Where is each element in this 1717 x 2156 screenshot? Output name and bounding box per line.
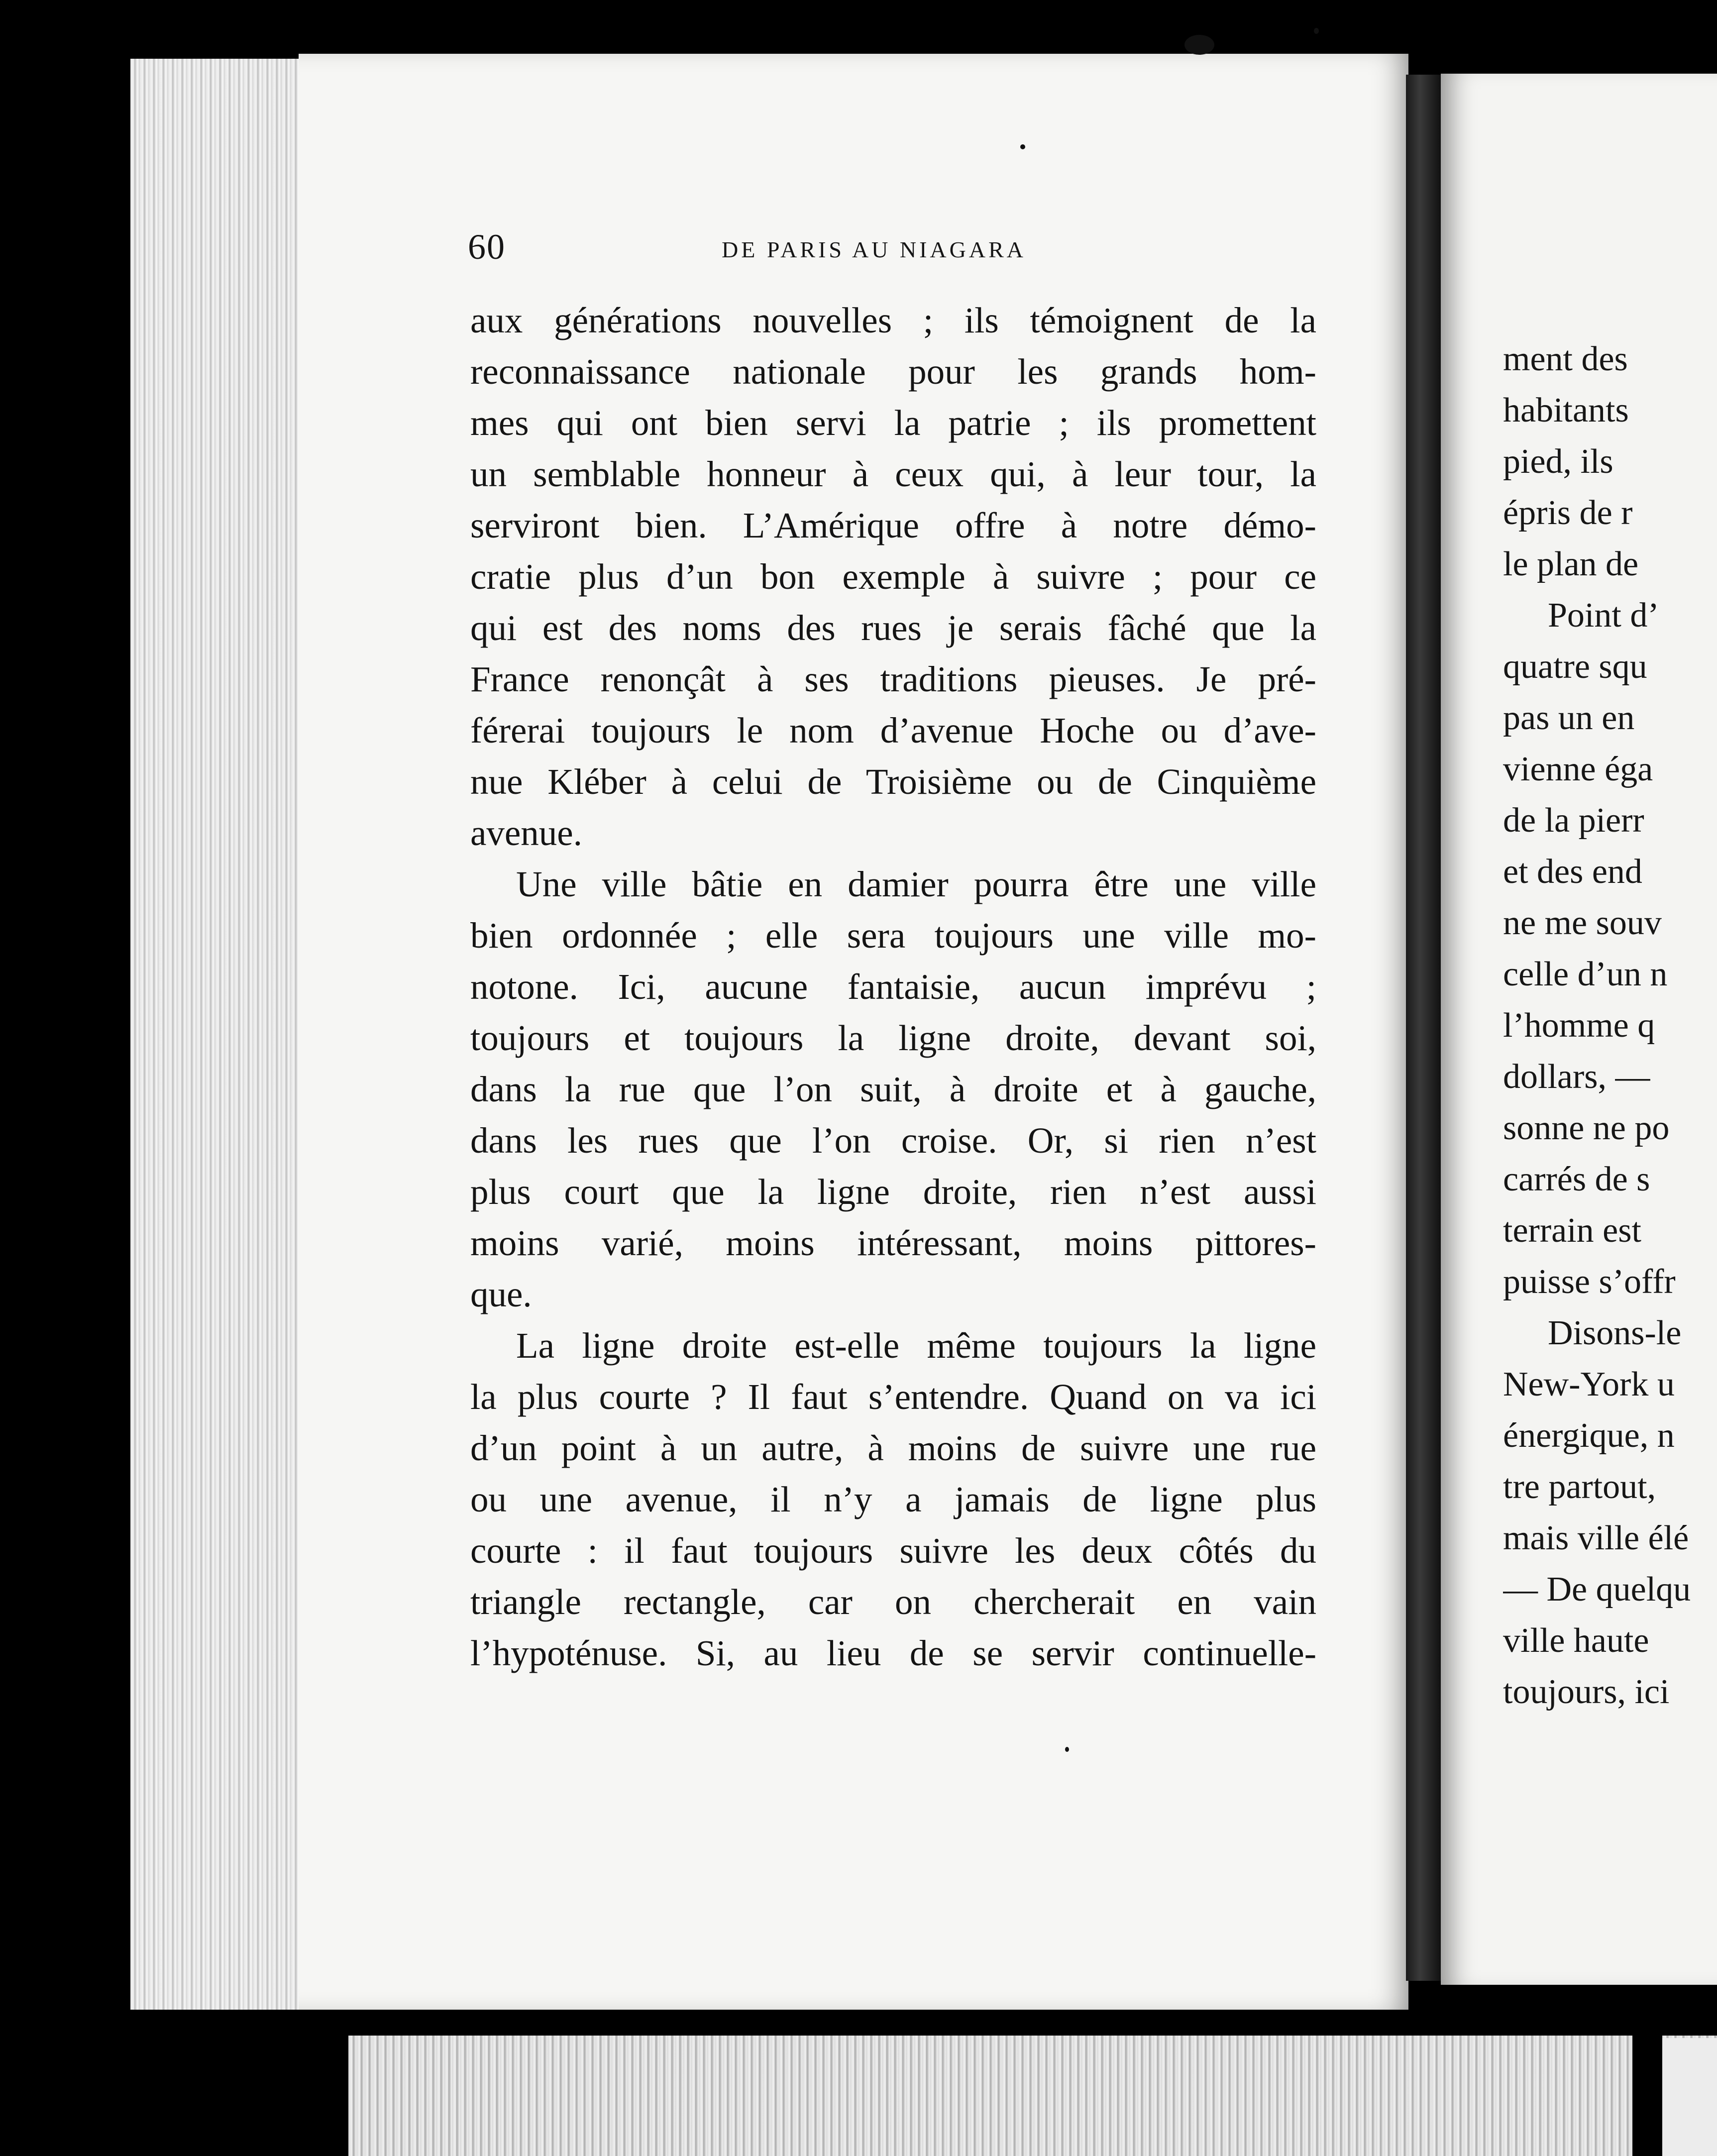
text-line: dans les rues que l’on croise. Or, si rien n’est bbox=[470, 1120, 1316, 1161]
text-line: Disons-le bbox=[1548, 1314, 1682, 1352]
dust-speck bbox=[1020, 144, 1025, 149]
text-line: carrés de s bbox=[1503, 1160, 1650, 1198]
text-line: notone. Ici, aucune fantaisie, aucun imprévu ; bbox=[470, 967, 1316, 1007]
text-line: mais ville élé bbox=[1503, 1519, 1689, 1557]
left-page-edges bbox=[130, 59, 299, 2010]
running-head bbox=[468, 226, 1329, 271]
text-line: qui est des noms des rues je serais fâché que la bbox=[470, 608, 1316, 648]
text-line: puisse s’offr bbox=[1503, 1263, 1676, 1301]
text-line: moins varié, moins intéressant, moins pittores- bbox=[470, 1223, 1316, 1263]
right-page-text bbox=[1503, 333, 1717, 1718]
text-line: La ligne droite est-elle même toujours la ligne bbox=[516, 1325, 1316, 1366]
text-line: de la pierr bbox=[1503, 801, 1644, 840]
book-title: DE PARIS AU NIAGARA bbox=[722, 237, 1026, 262]
text-line: sonne ne po bbox=[1503, 1109, 1670, 1147]
text-line: énergique, n bbox=[1503, 1416, 1675, 1455]
text-line: terrain est bbox=[1503, 1211, 1641, 1250]
text-line: pas un en bbox=[1503, 699, 1635, 737]
text-line: ville haute bbox=[1503, 1621, 1649, 1660]
text-line: un semblable honneur à ceux qui, à leur tour, la bbox=[470, 454, 1316, 494]
bottom-page-edges bbox=[348, 2036, 1717, 2156]
text-line: reconnaissance nationale pour les grands hom- bbox=[470, 351, 1316, 392]
text-line: toujours et toujours la ligne droite, devant soi, bbox=[470, 1018, 1316, 1058]
book-gutter bbox=[1406, 75, 1441, 1981]
text-line: l’homme q bbox=[1503, 1006, 1655, 1045]
dust-speck bbox=[1065, 1747, 1069, 1752]
text-line: quatre squ bbox=[1503, 647, 1647, 686]
text-line: mes qui ont bien servi la patrie ; ils promettent bbox=[470, 403, 1316, 443]
text-line: New-York u bbox=[1503, 1365, 1675, 1403]
text-line: serviront bien. L’Amérique offre à notre démo- bbox=[470, 505, 1316, 545]
dust-speck bbox=[1314, 28, 1319, 34]
dust-speck bbox=[1184, 35, 1214, 55]
body-text bbox=[470, 295, 1316, 1679]
text-line: celle d’un n bbox=[1503, 955, 1668, 993]
text-line: plus court que la ligne droite, rien n’est aussi bbox=[470, 1172, 1316, 1212]
text-line: d’un point à un autre, à moins de suivre une rue bbox=[470, 1428, 1316, 1468]
text-line: courte : il faut toujours suivre les deux côtés du bbox=[470, 1530, 1316, 1571]
text-line: bien ordonnée ; elle sera toujours une ville mo- bbox=[470, 915, 1316, 956]
text-line: France renonçât à ses traditions pieuses. Je pré- bbox=[470, 659, 1316, 699]
text-line: ou une avenue, il n’y a jamais de ligne plus bbox=[470, 1479, 1316, 1519]
text-line: Une ville bâtie en damier pourra être une ville bbox=[516, 864, 1316, 904]
text-line: et des end bbox=[1503, 853, 1642, 891]
bottom-gap bbox=[1632, 2036, 1662, 2156]
text-line: tre partout, bbox=[1503, 1468, 1656, 1506]
text-line: cratie plus d’un bon exemple à suivre ; pour ce bbox=[470, 556, 1316, 597]
text-line: le plan de bbox=[1503, 545, 1639, 583]
text-line: Point d’ bbox=[1548, 596, 1659, 635]
text-line: dollars, — bbox=[1503, 1058, 1650, 1096]
page-number: 60 bbox=[468, 227, 506, 267]
text-line: vienne éga bbox=[1503, 750, 1653, 788]
text-line: férerai toujours le nom d’avenue Hoche ou d’ave- bbox=[470, 710, 1316, 751]
text-line: aux générations nouvelles ; ils témoignent de la bbox=[470, 300, 1316, 340]
text-line: épris de r bbox=[1503, 494, 1633, 532]
text-line: ne me souv bbox=[1503, 904, 1662, 942]
text-line: dans la rue que l’on suit, à droite et à gauche, bbox=[470, 1069, 1316, 1109]
text-line: toujours, ici bbox=[1503, 1673, 1670, 1711]
text-line: ment des bbox=[1503, 340, 1628, 378]
text-line: nue Kléber à celui de Troisième ou de Cinquième bbox=[470, 761, 1316, 802]
text-line: triangle rectangle, car on chercherait en vain bbox=[470, 1582, 1316, 1622]
text-line: habitants bbox=[1503, 391, 1629, 430]
bottom-right-edge bbox=[1662, 2038, 1717, 2156]
text-line: pied, ils bbox=[1503, 442, 1613, 481]
text-line: avenue. bbox=[470, 813, 582, 853]
text-line: la plus courte ? Il faut s’entendre. Quand on va ici bbox=[470, 1377, 1316, 1417]
text-line: — De quelqu bbox=[1503, 1570, 1691, 1609]
text-line: l’hypoténuse. Si, au lieu de se servir continuelle- bbox=[470, 1633, 1316, 1673]
text-line: que. bbox=[470, 1274, 532, 1314]
